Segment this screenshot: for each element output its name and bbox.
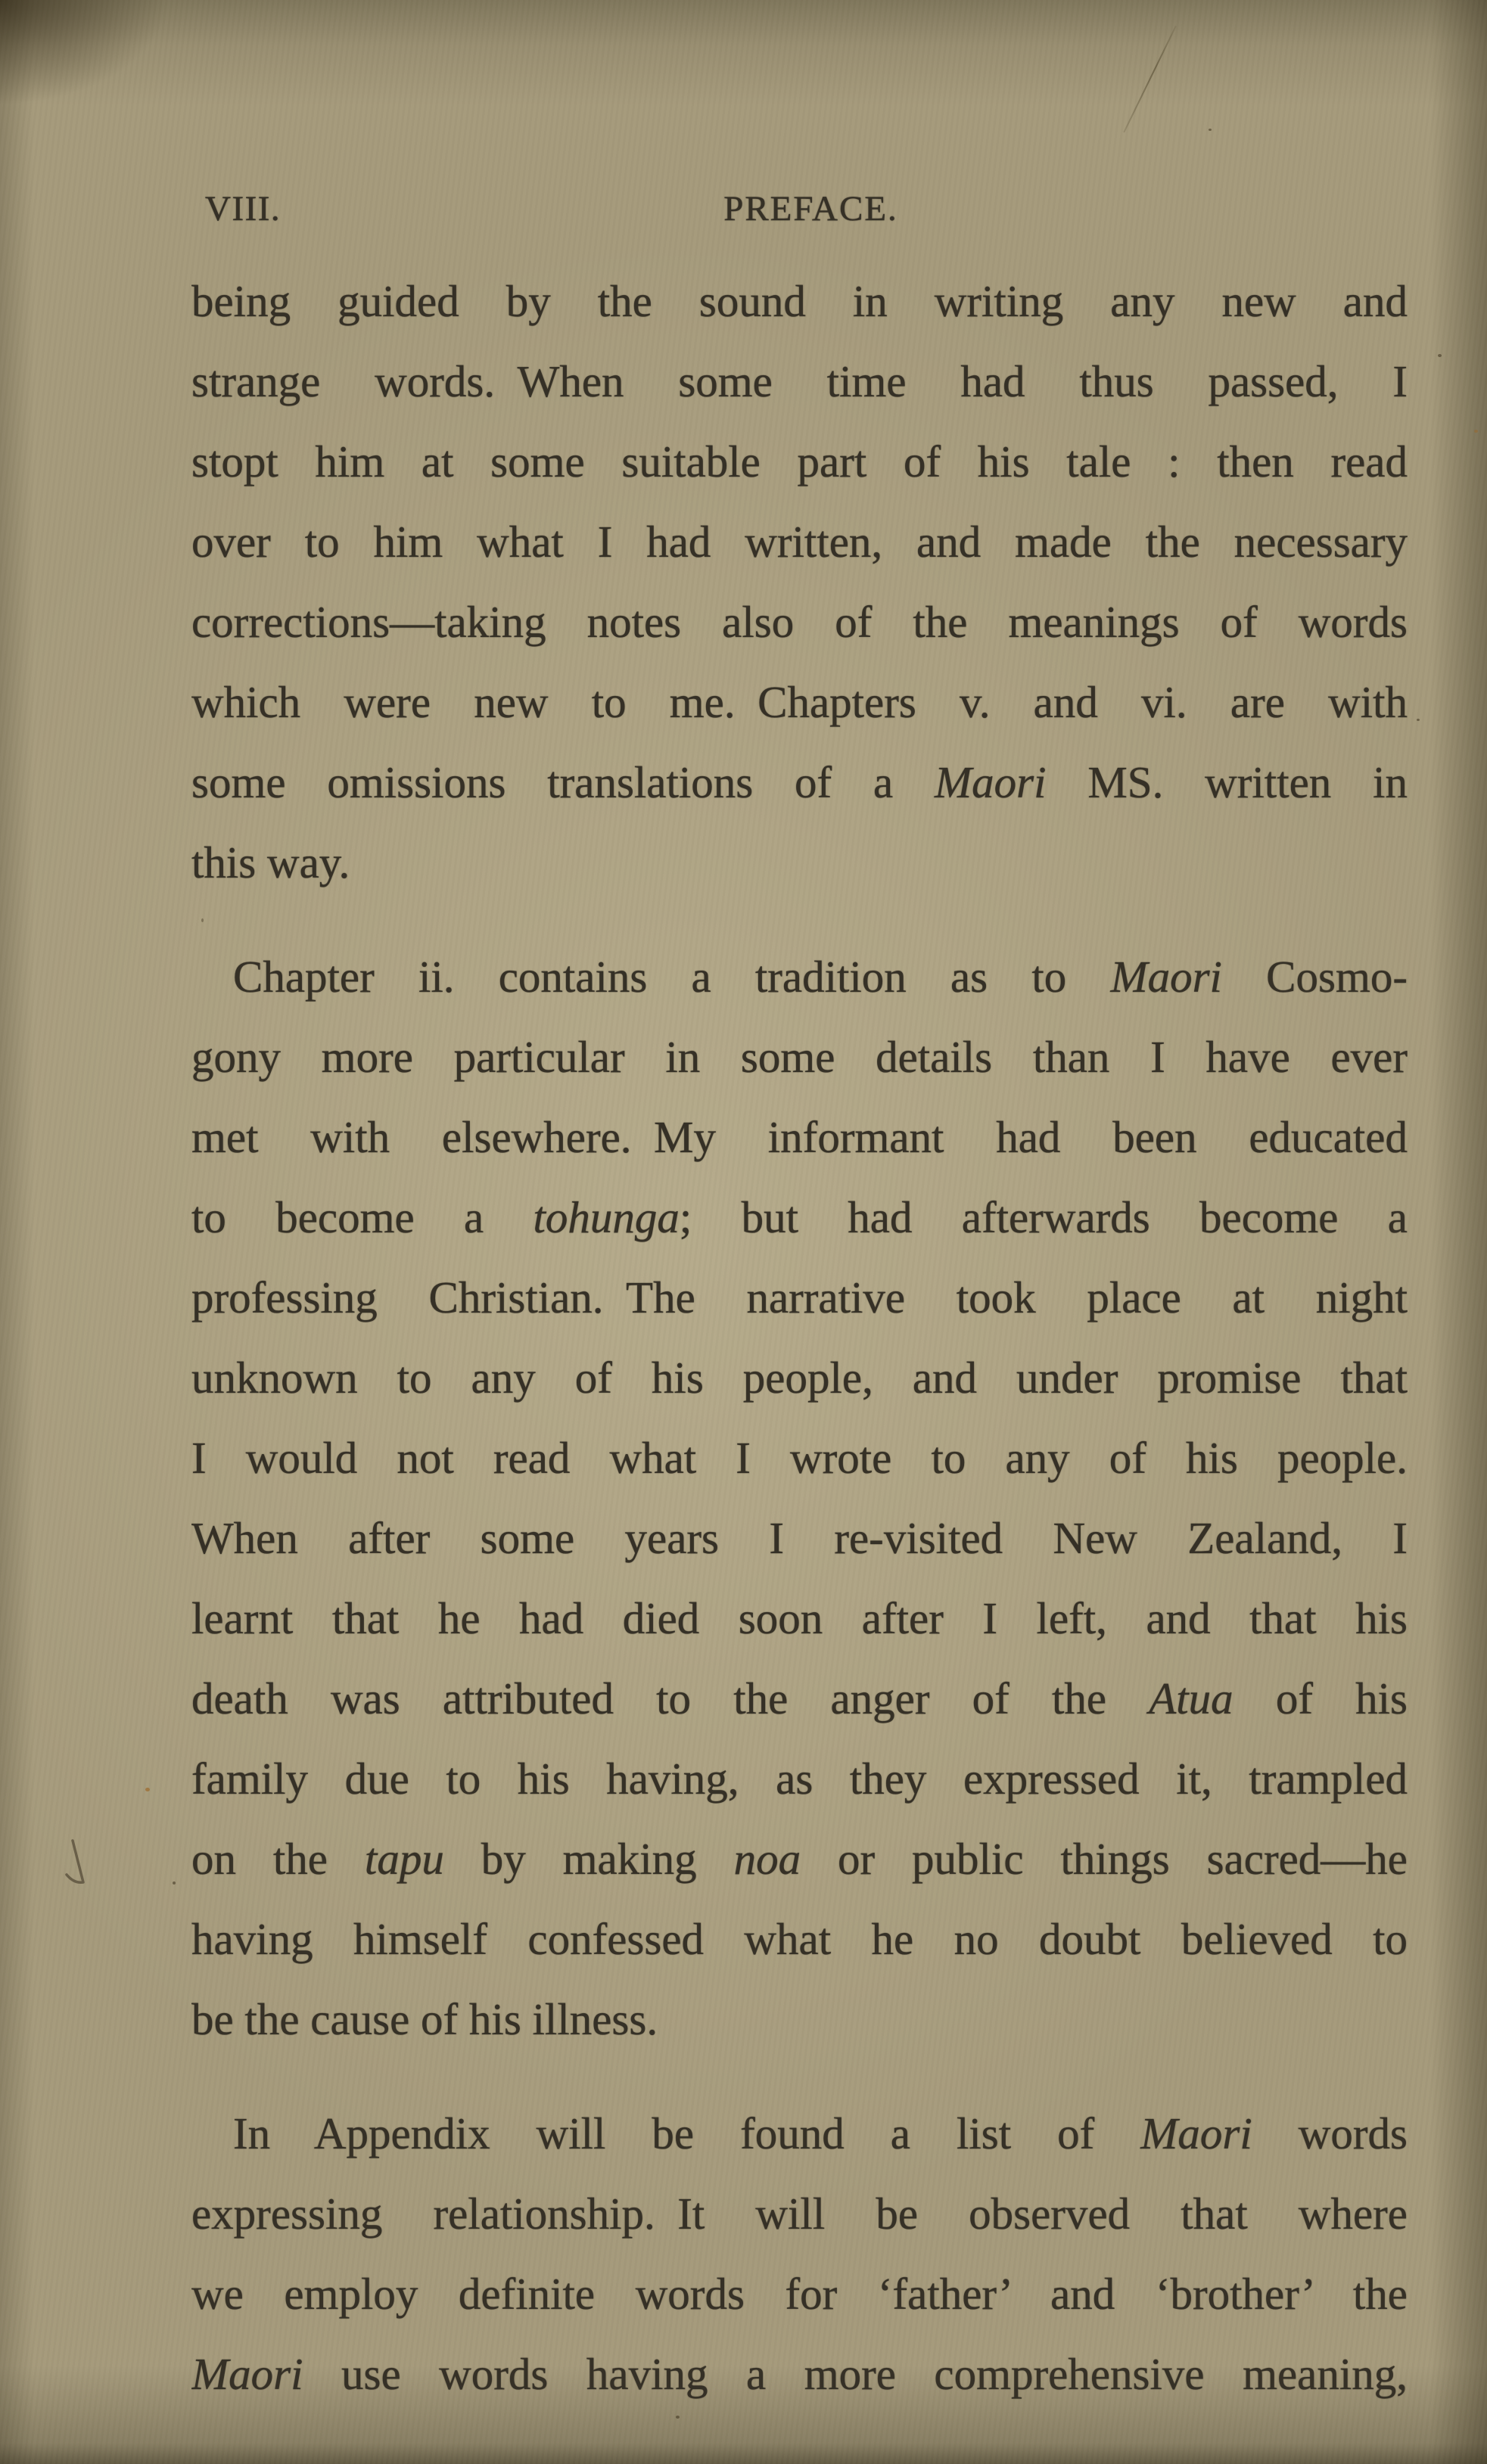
text-line	[191, 1257, 1408, 1338]
running-title: PREFACE.	[723, 189, 898, 228]
text-line	[191, 261, 1408, 341]
body-text: of his	[1233, 1673, 1408, 1723]
body-text: being guided by the sound in writing any new and	[191, 276, 1408, 326]
italic-text: Maori	[191, 2349, 303, 2399]
body-text: Chapter ii. contains a tradition as to	[233, 952, 1111, 1002]
italic-text: tapu	[364, 1834, 444, 1884]
body-text: MS. written in	[1046, 757, 1408, 807]
ink-speck	[1438, 354, 1442, 357]
body-text: some omissions translations of a	[191, 757, 935, 807]
text-line	[191, 1017, 1408, 1097]
body-text: stopt him at some suitable part of his tale : then read	[191, 437, 1408, 486]
italic-text: Atua	[1149, 1673, 1233, 1723]
body-text: which were new to me. Chapters v. and vi. are with	[191, 677, 1408, 727]
paragraph-gap	[191, 903, 1408, 937]
body-text: I would not read what I wrote to any of his people.	[191, 1433, 1408, 1483]
text-line	[191, 937, 1408, 1017]
body-text: on the	[191, 1834, 365, 1884]
text-line	[191, 502, 1408, 582]
page-text	[191, 261, 1408, 2414]
text-line	[191, 822, 1408, 903]
text-line	[191, 2093, 1408, 2173]
body-text: or public things sacred—he	[801, 1834, 1408, 1884]
text-line	[191, 2254, 1408, 2334]
text-line	[191, 1819, 1408, 1899]
body-text: In Appendix will be found a list of	[233, 2108, 1141, 2158]
folio-number: VIII.	[205, 189, 282, 228]
text-line	[191, 1738, 1408, 1819]
page-header	[191, 191, 1408, 237]
body-text: words	[1252, 2108, 1408, 2158]
body-text: to become a	[191, 1192, 534, 1242]
ink-speck	[676, 2416, 680, 2419]
text-line	[191, 2173, 1408, 2254]
body-text: corrections—taking notes also of the meanings of words	[191, 597, 1408, 647]
ink-speck	[1417, 719, 1420, 721]
text-line	[191, 1578, 1408, 1658]
text-line	[191, 582, 1408, 662]
italic-text: noa	[733, 1834, 801, 1884]
text-line	[191, 1498, 1408, 1578]
body-text: family due to his having, as they expressed it, trampled	[191, 1754, 1408, 1804]
text-line	[191, 1979, 1408, 2059]
ink-speck	[1209, 129, 1212, 131]
text-line	[191, 742, 1408, 822]
italic-text: Maori	[935, 757, 1047, 807]
body-text: professing Christian. The narrative took place at night	[191, 1272, 1408, 1322]
ink-speck	[173, 1881, 176, 1885]
italic-text: Maori	[1140, 2108, 1252, 2158]
text-line	[191, 1177, 1408, 1257]
ink-speck	[201, 918, 204, 922]
body-text: met with elsewhere. My informant had been educated	[191, 1112, 1408, 1162]
page-corner-shadow	[0, 0, 182, 113]
body-text: expressing relationship. It will be observed that where	[191, 2189, 1408, 2239]
body-text: learnt that he had died soon after I left, and that his	[191, 1593, 1408, 1643]
body-text: use words having a more comprehensive meaning,	[303, 2349, 1408, 2399]
italic-text: tohunga	[533, 1192, 680, 1242]
body-text: this way.	[191, 837, 350, 887]
text-line	[191, 2334, 1408, 2414]
body-text: having himself confessed what he no doubt believed to	[191, 1914, 1408, 1964]
paragraph-gap	[191, 2059, 1408, 2093]
body-text: we employ definite words for ‘father’ and ‘brother’ the	[191, 2269, 1408, 2319]
body-text: strange words. When some time had thus passed, I	[191, 356, 1408, 406]
body-text: by making	[443, 1834, 734, 1884]
text-line	[191, 341, 1408, 421]
italic-text: Maori	[1110, 952, 1222, 1002]
text-line	[191, 1338, 1408, 1418]
pencil-checkmark	[61, 1831, 106, 1891]
body-text: ; but had afterwards become a	[679, 1192, 1408, 1242]
body-text: When after some years I re-visited New Zealand, I	[191, 1513, 1408, 1563]
text-line	[191, 1899, 1408, 1979]
body-text: be the cause of his illness.	[191, 1994, 658, 2044]
text-line	[191, 662, 1408, 742]
text-line	[191, 1658, 1408, 1738]
body-text: Cosmo-	[1221, 952, 1408, 1002]
body-text: death was attributed to the anger of the	[191, 1673, 1149, 1723]
body-text: unknown to any of his people, and under promise that	[191, 1353, 1408, 1403]
text-line	[191, 1418, 1408, 1498]
body-text: gony more particular in some details than I have ever	[191, 1032, 1408, 1082]
body-text: over to him what I had written, and made the necessary	[191, 517, 1408, 567]
text-line	[191, 1097, 1408, 1177]
text-line	[191, 421, 1408, 502]
scratch-mark	[1123, 26, 1177, 133]
paper-stain-fleck	[1474, 430, 1478, 433]
paper-stain-dot	[145, 1788, 150, 1791]
